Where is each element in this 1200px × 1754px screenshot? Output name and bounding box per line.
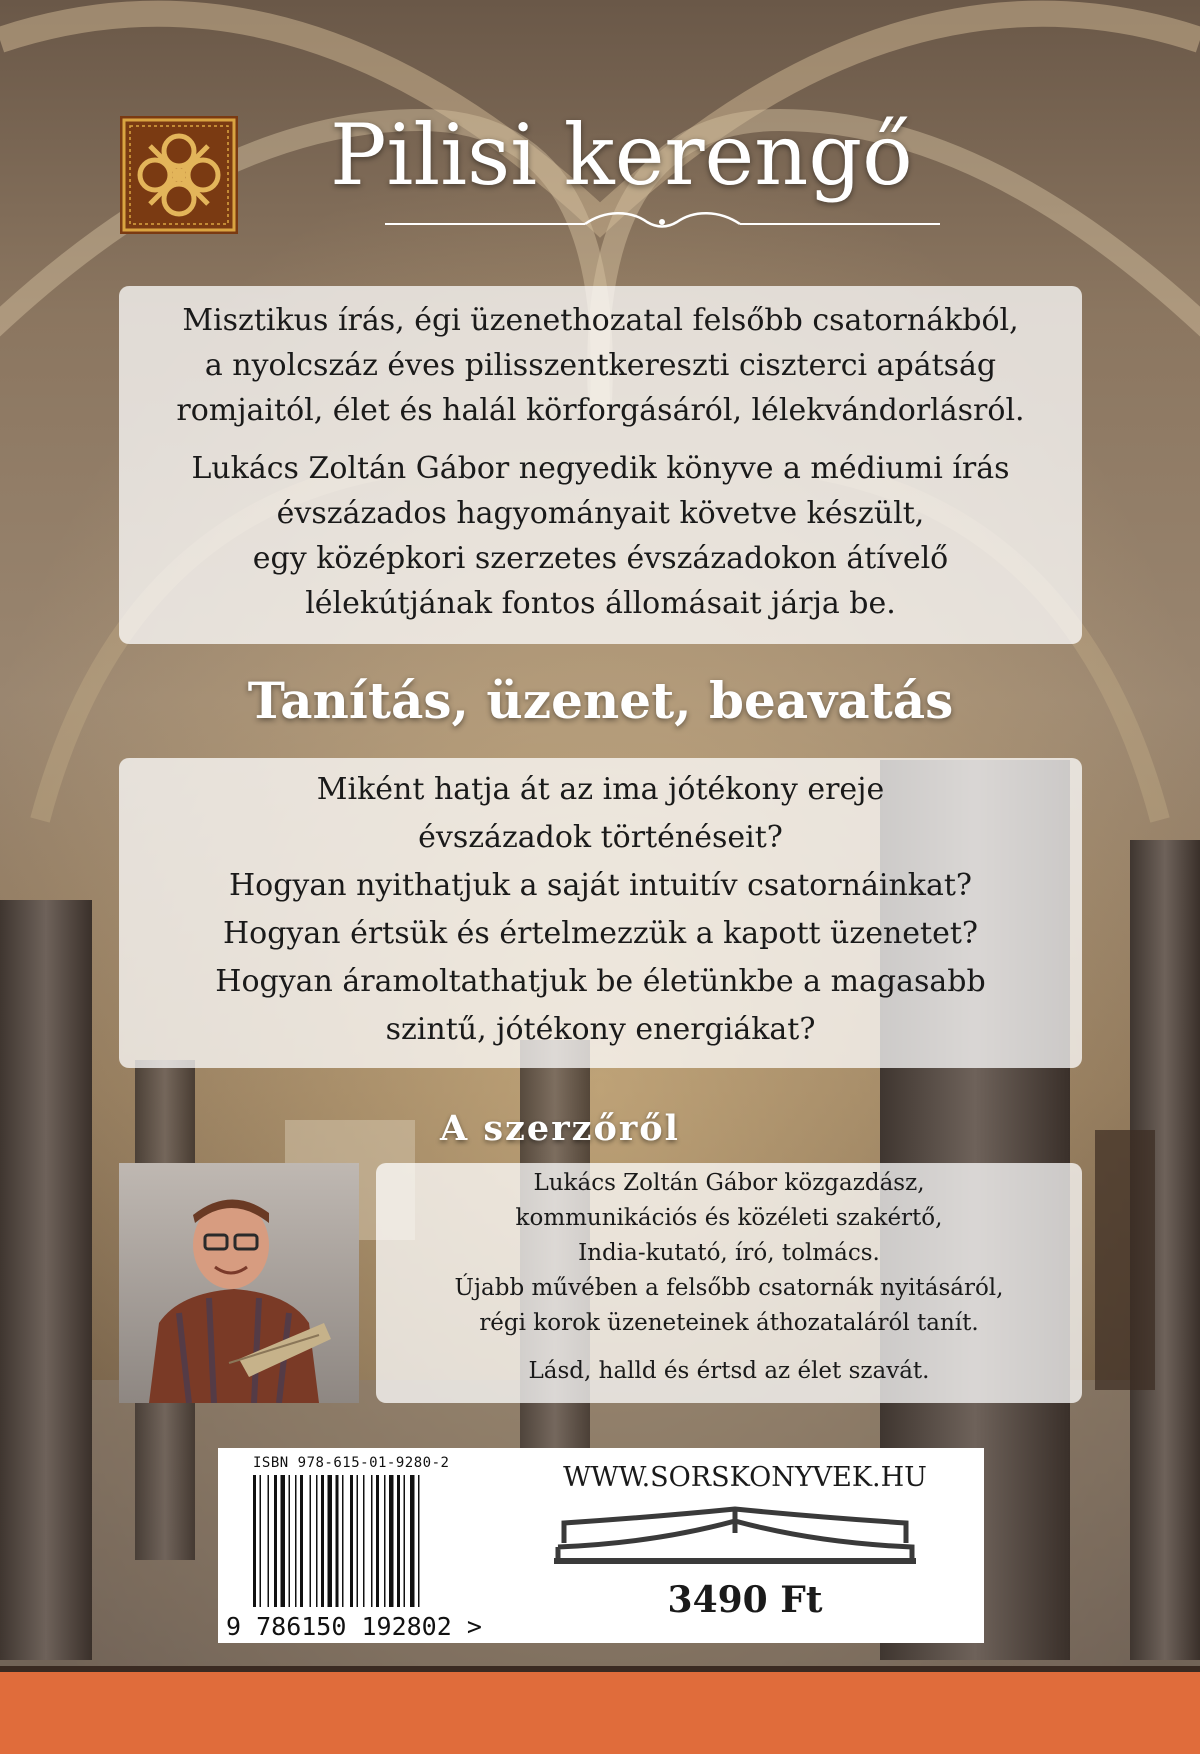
- author-photo: [119, 1163, 359, 1403]
- footer-bar: [0, 1672, 1200, 1754]
- open-book-icon: [554, 1503, 916, 1565]
- publisher-website: WWW.SORSKONYVEK.HU: [563, 1462, 927, 1493]
- title-flourish-icon: [385, 210, 940, 232]
- question-line: szintű, jótékony energiákat?: [385, 1012, 816, 1047]
- intro-line: Misztikus írás, égi üzenethozatal felsőbb csatornákból,: [182, 303, 1019, 338]
- intro-line: romjaitól, élet és halál körforgásáról, lélekvándorlásról.: [176, 393, 1025, 428]
- intro-text: [119, 298, 1082, 433]
- barcode: [253, 1475, 485, 1623]
- question-line: Hogyan nyithatjuk a saját intuitív csatornáinkat?: [228, 868, 972, 903]
- bio-line: kommunikációs és közéleti szakértő,: [515, 1205, 943, 1231]
- questions-text: [119, 766, 1082, 1054]
- author-motto: Lásd, halld és értsd az élet szavát.: [528, 1358, 930, 1384]
- book-title: Pilisi kerengő: [330, 106, 913, 204]
- bio-line: India-kutató, író, tolmács.: [578, 1240, 880, 1266]
- intro-line: a nyolcszáz éves pilisszentkereszti ciszterci apátság: [204, 348, 997, 383]
- author-bio-text: [376, 1166, 1082, 1341]
- description-line: egy középkori szerzetes évszázadokon átívelő: [252, 541, 949, 576]
- question-line: Miként hatja át az ima jótékony ereje: [316, 772, 885, 807]
- bio-line: Újabb művében a felsőbb csatornák nyitásáról,: [454, 1275, 1004, 1301]
- description-line: évszázados hagyományait követve készült,: [276, 496, 925, 531]
- question-line: Hogyan értsük és értelmezzük a kapott üzenetet?: [222, 916, 979, 951]
- question-line: évszázadok történéseit?: [418, 820, 783, 855]
- bio-line: régi korok üzeneteinek áthozataláról tanít.: [479, 1310, 979, 1336]
- author-heading: A szerzőről: [440, 1108, 680, 1149]
- bio-line: Lukács Zoltán Gábor közgazdász,: [533, 1170, 925, 1196]
- description-text: [119, 446, 1082, 626]
- price: 3490 Ft: [667, 1579, 823, 1621]
- barcode-digits: 9 786150 192802 >: [226, 1612, 482, 1641]
- description-line: Lukács Zoltán Gábor negyedik könyve a médiumi írás: [191, 451, 1010, 486]
- celtic-knot-ornament-icon: [120, 116, 238, 234]
- isbn-number: ISBN 978-615-01-9280-2: [253, 1455, 450, 1471]
- subtitle: Tanítás, üzenet, beavatás: [247, 671, 954, 730]
- description-line: lélekútjának fontos állomásait járja be.: [305, 586, 896, 621]
- question-line: Hogyan áramoltathatjuk be életünkbe a magasabb: [215, 964, 986, 999]
